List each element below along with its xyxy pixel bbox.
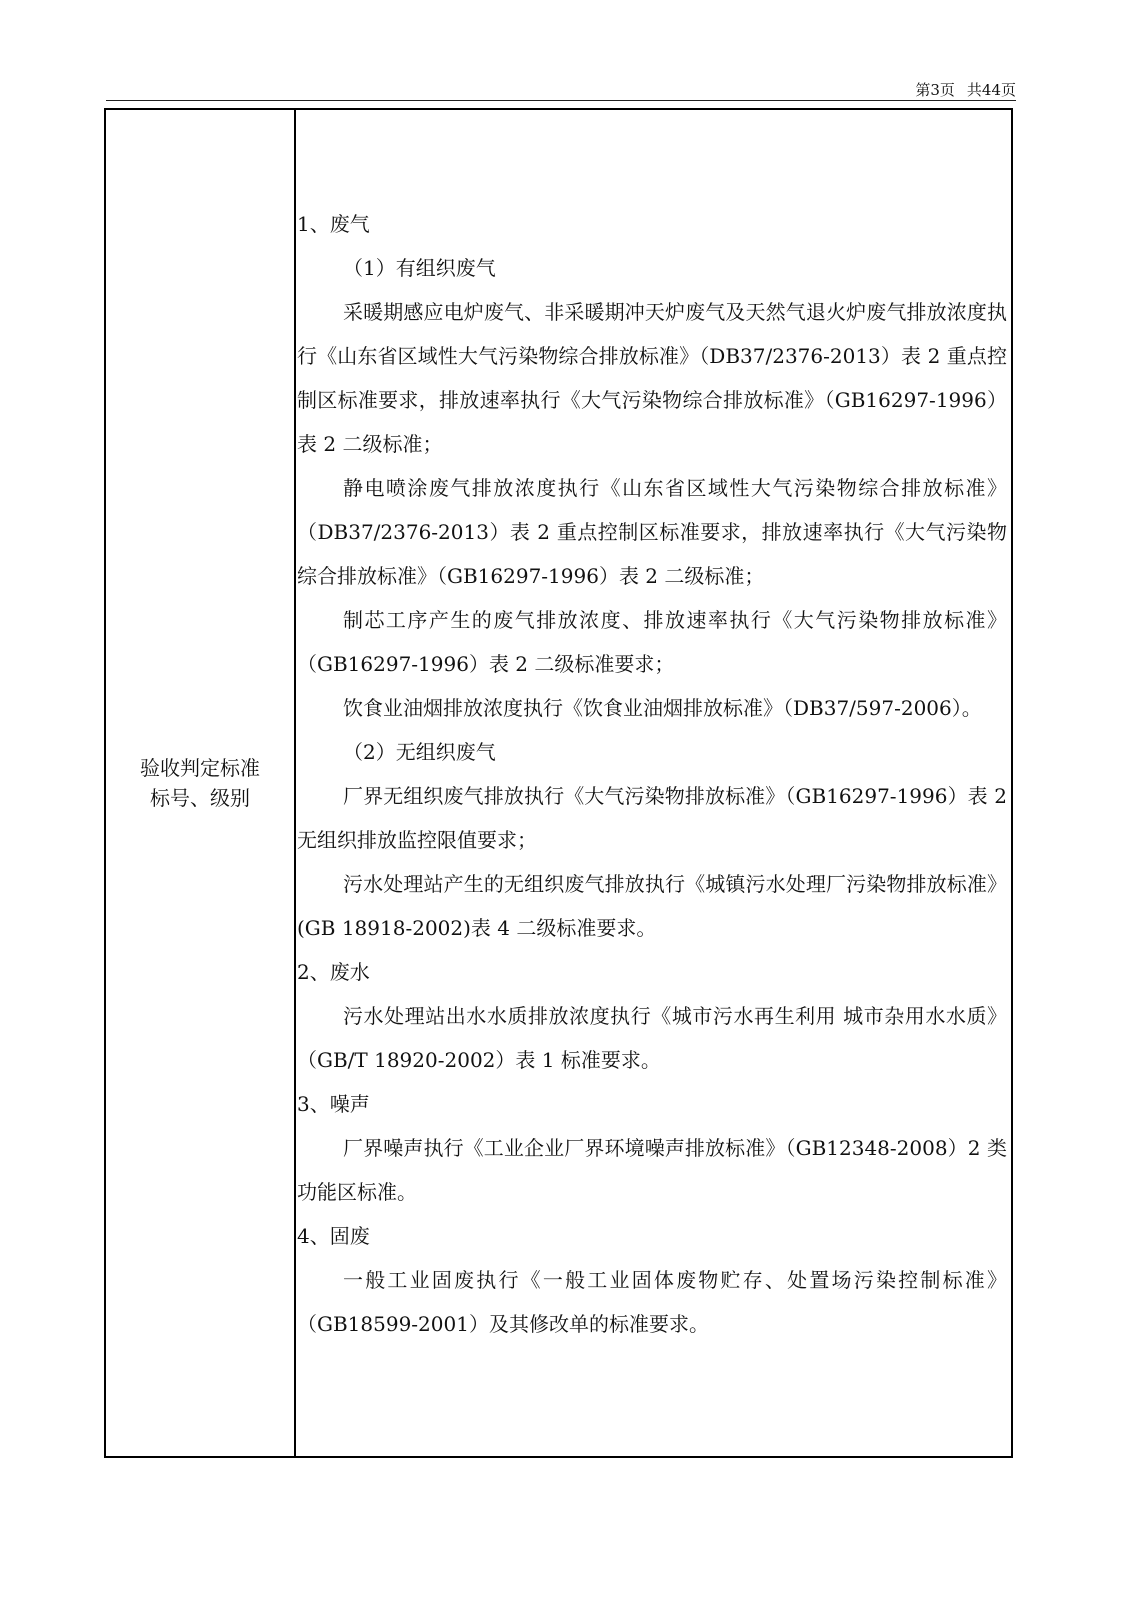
paragraph-noise: 厂界噪声执行《工业企业厂界环境噪声排放标准》（GB12348-2008）2 类功能区标准。 xyxy=(297,1136,1007,1204)
paragraph-spray-exhaust: 静电喷涂废气排放浓度执行《山东省区域性大气污染物综合排放标准》（DB37/2376-2013）表 2 重点控制区标准要求，排放速率执行《大气污染物综合排放标准》（GB16297-1996）表 2 二级标准； xyxy=(297,476,1007,588)
paragraph-solid-waste: 一般工业固废执行《一般工业固体废物贮存、处置场污染控制标准》（GB18599-2001）及其修改单的标准要求。 xyxy=(297,1268,1007,1336)
section-heading-noise: 3、噪声 xyxy=(297,1092,370,1116)
header-rule xyxy=(106,100,1016,101)
paragraph-wastewater: 污水处理站出水水质排放浓度执行《城市污水再生利用 城市杂用水水质》（GB/T 18920-2002）表 1 标准要求。 xyxy=(297,1004,1007,1072)
subheading-unorganized-exhaust: （2）无组织废气 xyxy=(343,740,496,764)
row-label-line1: 验收判定标准 xyxy=(140,756,260,780)
section-heading-exhaust: 1、废气 xyxy=(297,212,370,236)
page-number-header xyxy=(106,80,1016,100)
section-heading-solid-waste: 4、固废 xyxy=(297,1224,370,1248)
section-heading-wastewater: 2、废水 xyxy=(297,960,370,984)
column-divider xyxy=(294,110,296,1456)
paragraph-core-making-exhaust: 制芯工序产生的废气排放浓度、排放速率执行《大气污染物排放标准》（GB16297-1996）表 2 二级标准要求； xyxy=(297,608,1007,676)
paragraph-boundary-exhaust: 厂界无组织废气排放执行《大气污染物排放标准》（GB16297-1996）表 2 无组织排放监控限值要求； xyxy=(297,784,1007,852)
row-label-cell xyxy=(106,110,294,1456)
total-pages-label: 共44页 xyxy=(966,81,1016,99)
row-label-line2: 标号、级别 xyxy=(150,786,250,810)
paragraph-furnace-exhaust: 采暖期感应电炉废气、非采暖期冲天炉废气及天然气退火炉废气排放浓度执行《山东省区域性大气污染物综合排放标准》（DB37/2376-2013）表 2 重点控制区标准要求，排放速率执行《大气污染物综合排放标准》（GB16297-1996）表 2 二级标准； xyxy=(297,300,1007,456)
standards-table xyxy=(104,108,1013,1458)
row-content-cell xyxy=(297,202,1007,1346)
row-label xyxy=(140,753,260,813)
paragraph-cooking-fume: 饮食业油烟排放浓度执行《饮食业油烟排放标准》（DB37/597-2006）。 xyxy=(343,696,982,720)
subheading-organized-exhaust: （1）有组织废气 xyxy=(343,256,496,280)
current-page-label: 第3页 xyxy=(915,81,955,99)
paragraph-sewage-station-exhaust: 污水处理站产生的无组织废气排放执行《城镇污水处理厂污染物排放标准》(GB 18918-2002)表 4 二级标准要求。 xyxy=(297,872,1007,940)
